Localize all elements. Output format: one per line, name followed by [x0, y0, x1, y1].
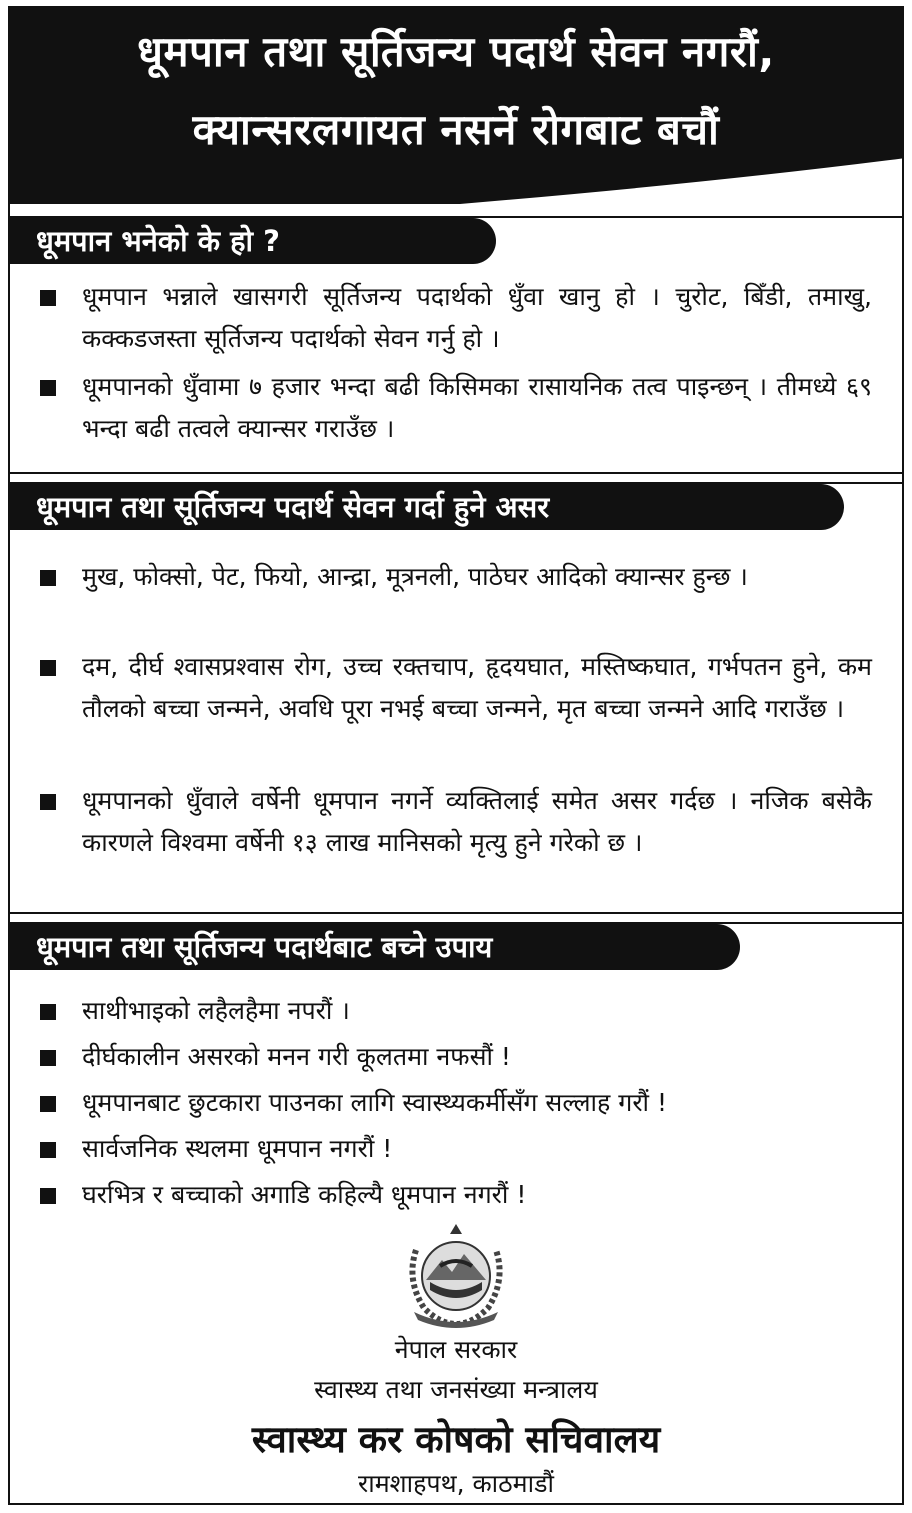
section-heading-prevention: धूमपान तथा सूर्तिजन्य पदार्थबाट बच्ने उपाय — [10, 924, 740, 970]
footer-government: नेपाल सरकार — [394, 1335, 518, 1364]
footer-address: रामशाहपथ, काठमाडौं — [358, 1469, 554, 1498]
list-item: दीर्घकालीन असरको मनन गरी कूलतमा नफसौं ! — [40, 1036, 872, 1078]
bullet-square-icon — [40, 1142, 56, 1158]
bullet-square-icon — [40, 1004, 56, 1020]
list-item: दम, दीर्घ श्वासप्रश्वास रोग, उच्च रक्तचाप, हृदयघात, मस्तिष्कघात, गर्भपतन हुने, कम तौलको बच्चा जन्मने, अवधि पूरा नभई बच्चा जन्मने, मृत बच्चा जन्मने आदि गराउँछ । — [40, 646, 872, 730]
list-item: साथीभाइको लहैलहैमा नपरौं । — [40, 990, 872, 1032]
list-item: मुख, फोक्सो, पेट, फियो, आन्द्रा, मूत्रनली, पाठेघर आदिको क्यान्सर हुन्छ । — [40, 556, 872, 598]
list-item: धूमपानको धुँवामा ७ हजार भन्दा बढी किसिमका रासायनिक तत्व पाइन्छन् । तीमध्ये ६९ भन्दा बढी तत्वले क्यान्सर गराउँछ । — [40, 366, 872, 450]
header-banner — [10, 8, 902, 208]
nepal-government-emblem-icon — [396, 1220, 516, 1330]
poster — [8, 6, 904, 1505]
list-item: घरभित्र र बच्चाको अगाडि कहिल्यै धूमपान नगरौं ! — [40, 1174, 872, 1216]
bullet-square-icon — [40, 570, 56, 586]
bullet-square-icon — [40, 1188, 56, 1204]
bullet-square-icon — [40, 794, 56, 810]
list-item: सार्वजनिक स्थलमा धूमपान नगरौं ! — [40, 1128, 872, 1170]
section-heading-what-is-smoking: धूमपान भनेको के हो ? — [10, 218, 496, 264]
list-item: धूमपानको धुँवाले वर्षेनी धूमपान नगर्ने व्यक्तिलाई समेत असर गर्दछ । नजिक बसेकै कारणले विश्वमा वर्षेनी १३ लाख मानिसको मृत्यु हुने गरेको छ । — [40, 780, 872, 864]
footer-ministry: स्वास्थ्य तथा जनसंख्या मन्त्रालय — [314, 1375, 598, 1404]
list-item: धूमपान भन्नाले खासगरी सूर्तिजन्य पदार्थको धुँवा खानु हो । चुरोट, बिँडी, तमाखु, कक्कडजस्ता सूर्तिजन्य पदार्थको सेवन गर्नु हो । — [40, 276, 872, 360]
header-title-line-1: धूमपान तथा सूर्तिजन्य पदार्थ सेवन नगरौं, — [137, 27, 775, 76]
bullet-square-icon — [40, 1050, 56, 1066]
section-heading-effects-of-smoking: धूमपान तथा सूर्तिजन्य पदार्थ सेवन गर्दा हुने असर — [10, 484, 844, 530]
bullet-square-icon — [40, 380, 56, 396]
header-title-line-2: क्यान्सरलगायत नसर्ने रोगबाट बचौं — [192, 105, 720, 154]
bullet-square-icon — [40, 1096, 56, 1112]
footer-secretariat: स्वास्थ्य कर कोषको सचिवालय — [251, 1418, 661, 1461]
bullet-square-icon — [40, 660, 56, 676]
list-item: धूमपानबाट छुटकारा पाउनका लागि स्वास्थ्यकर्मीसँग सल्लाह गरौं ! — [40, 1082, 872, 1124]
bullet-square-icon — [40, 290, 56, 306]
